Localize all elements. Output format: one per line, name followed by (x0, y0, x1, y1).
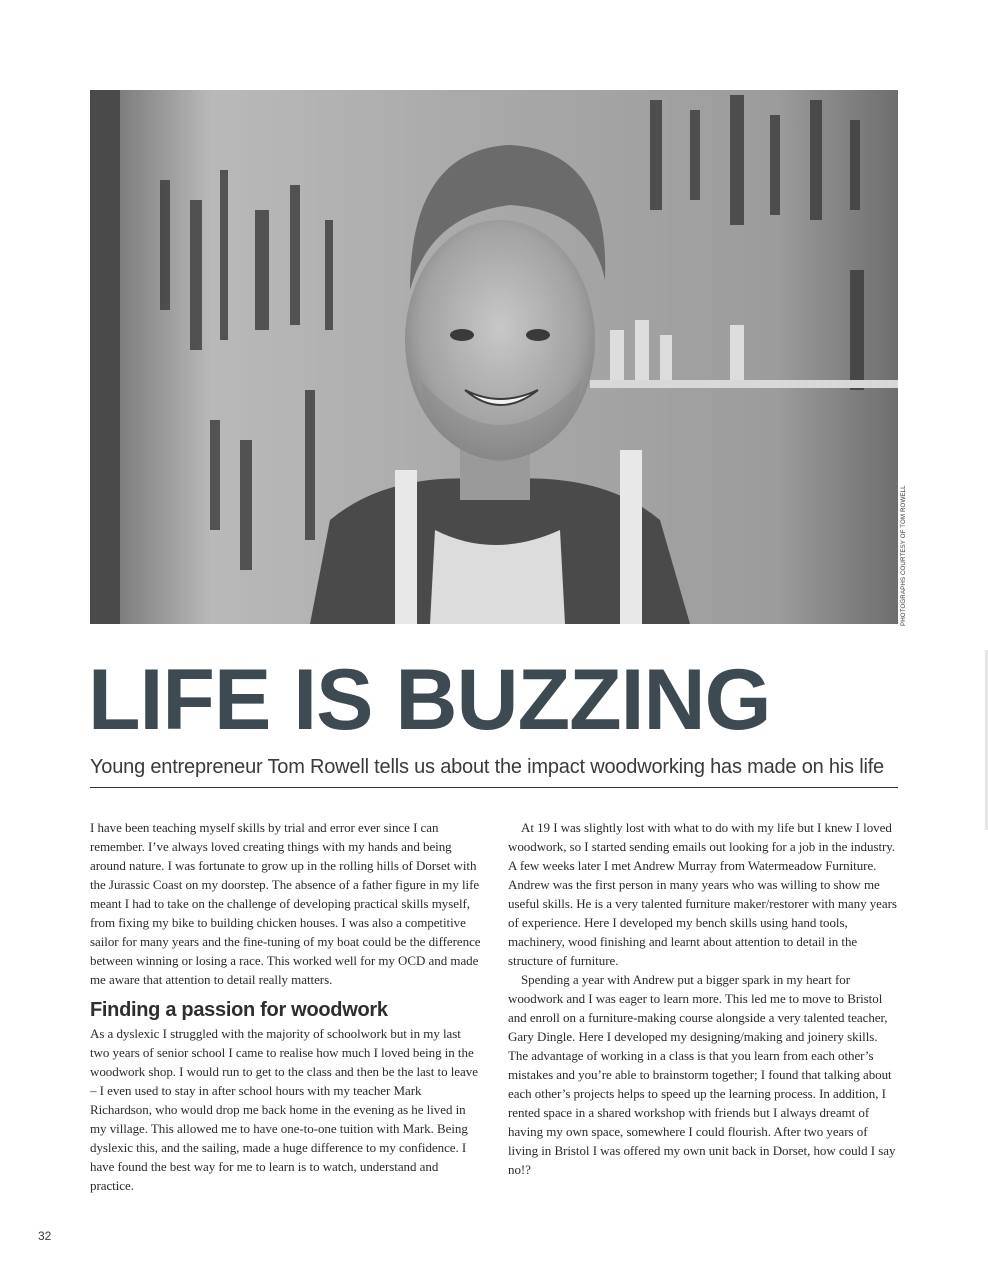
photo-credit-text: PHOTOGRAPHS COURTESY OF TOM ROWELL (900, 485, 907, 626)
right-paragraph-2: Spending a year with Andrew put a bigger spark in my heart for woodwork and I was eager to learn more. This led me to move to Bristol and enroll on a furniture-making course alongside a very talented teacher, Gary Dingle. Here I developed my designing/making and joinery skills. The advantage of working in a class is that you learn from each other’s mistakes and you’re able to brainstorm together; I found that talking about each other’s projects helps to speed up the learning process. In addition, I rented space in a shared workshop with friends but I always dreamt of having my own space, somewhere I could flourish. After two years of living in Bristol I was offered my own unit back in Dorset, how could I say no!? (508, 972, 896, 1177)
left-paragraph-2: As a dyslexic I struggled with the majority of schoolwork but in my last two years of senior school I came to realise how much I loved being in the woodwork shop. I would run to get to the class and then be the last to leave – I even used to stay in after school hours with my teacher Mark Richardson, who would drop me back home in the evening as he lived in my village. This allowed me to have one-to-one tuition with Mark. Being dyslexic this, and the sailing, made a huge difference to my confidence. I have found the best way for me to learn is to watch, understand and practice. (90, 1026, 478, 1193)
right-column (508, 818, 900, 1179)
left-column (90, 818, 482, 1195)
section-subhead: Finding a passion for woodwork (90, 999, 388, 1021)
left-paragraph-1: I have been teaching myself skills by trial and error ever since I can remember. I’ve always loved creating things with my hands and being around nature. I was fortunate to grow up in the rolling hills of Dorset with the Jurassic Coast on my doorstep. The absence of a father figure in my life meant I had to take on the challenge of developing practical skills myself, from fixing my bike to building chicken houses. I was also a competitive sailor for many years and the fine-tuning of my boat could be the difference between winning or losing a race. This worked well for my OCD and made me aware that attention to detail really matters. (90, 820, 481, 987)
photo-credit (898, 480, 910, 626)
article-standfirst: Young entrepreneur Tom Rowell tells us about the impact woodworking has made on his life (90, 753, 898, 788)
right-paragraph-1: At 19 I was slightly lost with what to do with my life but I knew I loved woodwork, so I started sending emails out looking for a job in the industry. A few weeks later I met Andrew Murray from Watermeadow Furniture. Andrew was the first person in many years who was willing to show me useful skills. He is a very talented furniture maker/restorer with many years of experience. Here I developed my bench skills using hand tools, machinery, wood finishing and learnt about attention to detail in the structure of furniture. (508, 820, 897, 968)
portrait-photo (90, 90, 898, 624)
article-headline: LIFE IS BUZZING (88, 652, 771, 748)
page-number: 32 (38, 1229, 52, 1243)
